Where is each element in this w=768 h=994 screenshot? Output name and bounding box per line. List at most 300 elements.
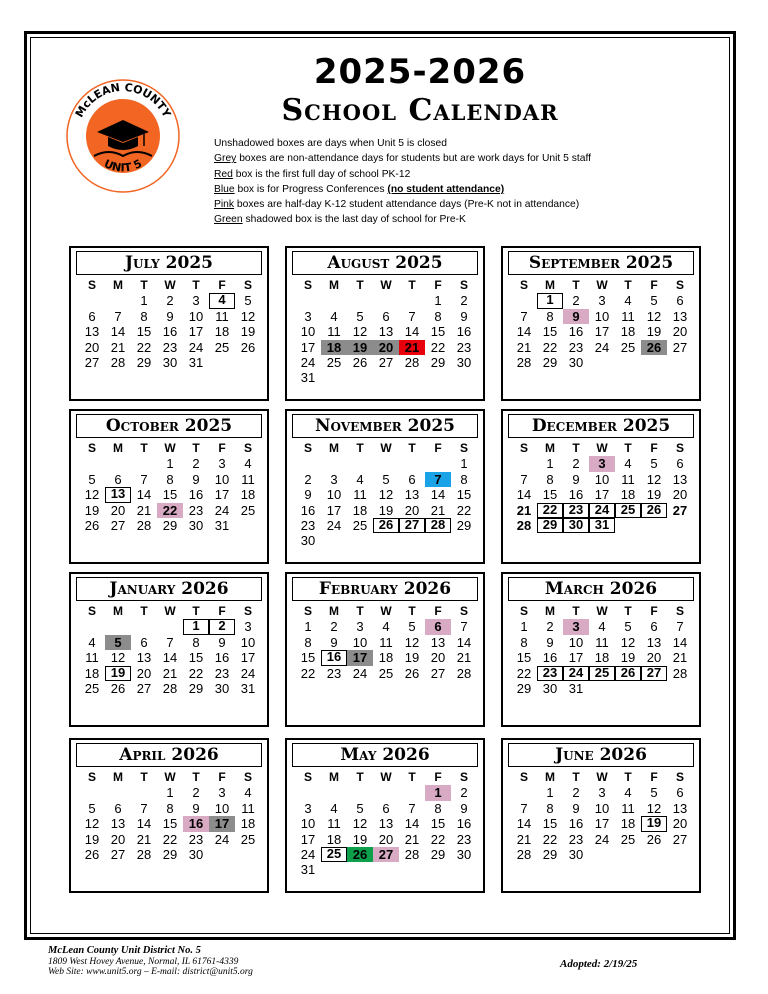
day-cell: 28	[672, 665, 688, 681]
day-cell: 23	[568, 831, 584, 847]
weekday-header	[79, 604, 261, 619]
day-cell: 28	[404, 354, 420, 370]
day-cell: 19	[620, 650, 636, 666]
weekday-label: S	[675, 278, 684, 292]
weekday-label: F	[650, 441, 658, 455]
day-cell: 11	[621, 308, 635, 324]
week-row	[295, 456, 477, 471]
week-row	[511, 847, 693, 862]
week-row	[79, 816, 261, 831]
day-cell: 10	[594, 800, 610, 816]
empty-cell	[105, 785, 131, 800]
day-cell: 14	[404, 324, 420, 340]
weekday-label: F	[218, 278, 226, 292]
day-cell: 25	[326, 354, 342, 370]
day-cell: 19	[105, 666, 131, 681]
empty-cell	[209, 355, 235, 370]
week-row	[511, 681, 693, 696]
day-cell: 19	[646, 324, 662, 340]
day-cell: 4	[88, 634, 96, 650]
day-cell: 16	[162, 324, 178, 340]
day-cell: 30	[568, 846, 584, 862]
day-cell: 2	[460, 293, 468, 309]
day-cell: 7	[408, 308, 416, 324]
empty-cell	[373, 370, 399, 385]
empty-cell	[511, 293, 537, 308]
month-january-2026	[69, 572, 269, 727]
day-cell: 28	[136, 846, 152, 862]
week-row	[511, 456, 693, 471]
weekday-label: W	[380, 278, 392, 292]
day-cell: 7	[676, 619, 684, 635]
empty-cell	[667, 681, 693, 696]
weekday-label: T	[624, 604, 632, 618]
weekday-label: S	[87, 770, 96, 784]
day-cell: 29	[516, 680, 532, 696]
day-cell: 5	[650, 785, 658, 801]
day-cell: 27	[110, 846, 126, 862]
weekday-label: M	[329, 770, 339, 784]
day-cell: 13	[378, 324, 394, 340]
day-cell: 12	[620, 634, 636, 650]
week-row	[79, 681, 261, 696]
week-row	[511, 816, 693, 831]
day-cell: 1	[166, 785, 174, 801]
empty-cell	[235, 518, 261, 533]
weekday-label: S	[87, 278, 96, 292]
day-cell: 1	[434, 293, 442, 309]
day-cell: 8	[546, 800, 554, 816]
weekday-label: M	[545, 604, 555, 618]
day-cell: 15	[542, 324, 558, 340]
day-cell: 14	[162, 650, 178, 666]
day-cell: 24	[240, 665, 256, 681]
day-cell: 16	[188, 487, 204, 503]
day-cell: 25	[615, 503, 641, 518]
weekday-label: T	[140, 770, 148, 784]
day-cell: 11	[379, 634, 393, 650]
day-cell: 8	[460, 471, 468, 487]
weekday-label: T	[572, 278, 580, 292]
day-cell: 22	[430, 339, 446, 355]
day-cell: 18	[620, 324, 636, 340]
empty-cell	[347, 785, 373, 800]
day-cell: 11	[241, 471, 255, 487]
weekday-label: W	[164, 770, 176, 784]
day-cell: 2	[304, 471, 312, 487]
day-cell: 3	[598, 785, 606, 801]
day-cell: 2	[166, 293, 174, 309]
day-cell: 22	[188, 665, 204, 681]
empty-cell	[399, 456, 425, 471]
week-row	[79, 666, 261, 681]
day-cell: 18	[620, 816, 636, 832]
day-cell: 12	[84, 816, 100, 832]
day-cell: 10	[300, 324, 316, 340]
day-cell: 9	[460, 308, 468, 324]
day-cell: 21	[672, 650, 688, 666]
weekday-label: W	[380, 604, 392, 618]
day-cell: 26	[347, 847, 373, 862]
empty-cell	[347, 533, 373, 548]
weekday-label: F	[434, 770, 442, 784]
day-cell: 16	[183, 816, 209, 831]
empty-cell	[235, 355, 261, 370]
week-row	[295, 370, 477, 385]
day-cell: 25	[321, 847, 347, 862]
day-cell: 4	[356, 471, 364, 487]
month-september-2025	[501, 246, 701, 401]
weekday-header	[511, 604, 693, 619]
day-cell: 26	[110, 680, 126, 696]
week-row	[79, 847, 261, 862]
day-cell: 30	[563, 518, 589, 533]
month-july-2025	[69, 246, 269, 401]
week-row	[79, 293, 261, 308]
month-days-grid	[79, 770, 261, 862]
day-cell: 25	[620, 831, 636, 847]
week-row	[79, 785, 261, 800]
day-cell: 3	[563, 619, 589, 634]
day-cell: 11	[215, 308, 229, 324]
empty-cell	[615, 518, 641, 533]
day-cell: 21	[456, 650, 472, 666]
empty-cell	[667, 355, 693, 370]
day-cell: 29	[542, 354, 558, 370]
day-cell: 15	[430, 324, 446, 340]
day-cell: 31	[188, 354, 204, 370]
day-cell: 22	[430, 831, 446, 847]
day-cell: 6	[408, 471, 416, 487]
empty-cell	[321, 293, 347, 308]
day-cell: 9	[218, 634, 226, 650]
weekday-label: S	[303, 278, 312, 292]
day-cell: 7	[114, 308, 122, 324]
weekday-label: F	[434, 604, 442, 618]
empty-cell	[131, 619, 157, 634]
day-cell: 15	[188, 650, 204, 666]
day-cell: 7	[520, 471, 528, 487]
weekday-label: T	[356, 604, 364, 618]
empty-cell	[157, 619, 183, 634]
day-cell: 21	[404, 831, 420, 847]
legend-text: Unshadowed boxes are days when Unit 5 is closed	[214, 138, 447, 149]
district-name: McLean County Unit District No. 5	[48, 945, 201, 956]
empty-cell	[615, 681, 641, 696]
day-cell: 24	[300, 354, 316, 370]
week-row	[79, 832, 261, 847]
day-cell: 30	[456, 846, 472, 862]
day-cell: 1	[183, 619, 209, 634]
empty-cell	[347, 370, 373, 385]
day-cell: 22	[456, 502, 472, 518]
month-title: October 2025	[76, 414, 262, 438]
day-cell: 20	[404, 502, 420, 518]
weekday-header	[79, 770, 261, 785]
week-row	[295, 785, 477, 800]
day-cell: 19	[404, 650, 420, 666]
svg-text:McLEAN COUNTY: McLEAN COUNTY	[72, 80, 174, 120]
empty-cell	[105, 293, 131, 308]
empty-cell	[79, 456, 105, 471]
day-cell: 2	[192, 785, 200, 801]
month-days-grid	[511, 441, 693, 533]
day-cell: 31	[240, 680, 256, 696]
week-row	[295, 862, 477, 877]
day-cell: 3	[304, 308, 312, 324]
day-cell: 1	[140, 293, 148, 309]
day-cell: 21	[136, 502, 152, 518]
day-cell: 12	[646, 800, 662, 816]
day-cell: 12	[84, 487, 100, 503]
day-cell: 14	[136, 487, 152, 503]
weekday-label: T	[140, 441, 148, 455]
week-row	[295, 666, 477, 681]
day-cell: 10	[188, 308, 204, 324]
month-title: May 2026	[292, 743, 478, 767]
day-cell: 12	[352, 324, 368, 340]
day-cell: 26	[646, 831, 662, 847]
day-cell: 23	[214, 665, 230, 681]
day-cell: 29	[430, 846, 446, 862]
empty-cell	[79, 619, 105, 634]
month-title: January 2026	[76, 577, 262, 601]
day-cell: 29	[136, 354, 152, 370]
legend-line	[214, 197, 591, 212]
day-cell: 13	[110, 816, 126, 832]
day-cell: 19	[84, 502, 100, 518]
weekday-label: S	[243, 441, 252, 455]
day-cell: 27	[84, 354, 100, 370]
day-cell: 28	[110, 354, 126, 370]
day-cell: 30	[300, 533, 316, 549]
day-cell: 11	[353, 487, 367, 503]
day-cell: 30	[214, 680, 230, 696]
day-cell: 6	[650, 619, 658, 635]
weekday-label: S	[519, 604, 528, 618]
day-cell: 28	[516, 354, 532, 370]
legend-color-word: Pink	[214, 199, 235, 211]
weekday-label: M	[545, 770, 555, 784]
weekday-header	[511, 278, 693, 293]
day-cell: 16	[456, 324, 472, 340]
empty-cell	[641, 355, 667, 370]
day-cell: 10	[300, 816, 316, 832]
district-logo	[64, 76, 182, 194]
weekday-label: F	[218, 604, 226, 618]
day-cell: 11	[241, 800, 255, 816]
day-cell: 26	[615, 666, 641, 681]
day-cell: 30	[456, 354, 472, 370]
day-cell: 19	[347, 340, 373, 355]
legend-text: shadowed box is the last day of school for Pre-K	[242, 214, 466, 226]
day-cell: 27	[110, 517, 126, 533]
month-october-2025	[69, 409, 269, 564]
weekday-label: S	[519, 770, 528, 784]
day-cell: 4	[624, 293, 632, 309]
month-november-2025	[285, 409, 485, 564]
day-cell: 20	[430, 650, 446, 666]
weekday-label: W	[164, 278, 176, 292]
week-row	[511, 619, 693, 634]
day-cell: 12	[110, 650, 126, 666]
day-cell: 14	[672, 634, 688, 650]
day-cell: 17	[300, 339, 316, 355]
day-cell: 5	[356, 800, 364, 816]
empty-cell	[511, 785, 537, 800]
day-cell: 7	[166, 634, 174, 650]
month-days-grid	[295, 604, 477, 681]
day-cell: 24	[352, 665, 368, 681]
empty-cell	[451, 862, 477, 877]
weekday-label: M	[545, 441, 555, 455]
day-cell: 31	[214, 517, 230, 533]
day-cell: 3	[192, 293, 200, 309]
month-days-grid	[511, 770, 693, 862]
legend-text: box is for Progress Conferences	[234, 183, 388, 195]
weekday-header	[79, 278, 261, 293]
day-cell: 28	[516, 517, 532, 533]
month-title: February 2026	[292, 577, 478, 601]
day-cell: 7	[140, 800, 148, 816]
empty-cell	[589, 355, 615, 370]
day-cell: 29	[542, 846, 558, 862]
day-cell: 13	[672, 800, 688, 816]
day-cell: 20	[378, 831, 394, 847]
day-cell: 28	[136, 517, 152, 533]
day-cell: 27	[399, 518, 425, 533]
day-cell: 16	[568, 816, 584, 832]
weekday-label: F	[650, 278, 658, 292]
day-cell: 5	[382, 471, 390, 487]
month-title: April 2026	[76, 743, 262, 767]
day-cell: 9	[460, 800, 468, 816]
weekday-label: W	[596, 441, 608, 455]
weekday-label: T	[572, 770, 580, 784]
day-cell: 20	[136, 665, 152, 681]
day-cell: 2	[572, 456, 580, 472]
weekday-label: S	[459, 278, 468, 292]
day-cell: 1	[304, 619, 312, 635]
week-row	[511, 650, 693, 665]
day-cell: 18	[240, 487, 256, 503]
empty-cell	[131, 785, 157, 800]
day-cell: 10	[214, 800, 230, 816]
day-cell: 20	[84, 339, 100, 355]
month-february-2026	[285, 572, 485, 727]
month-days-grid	[295, 278, 477, 386]
week-row	[295, 816, 477, 831]
day-cell: 26	[240, 339, 256, 355]
day-cell: 25	[352, 517, 368, 533]
day-cell: 1	[460, 456, 468, 472]
empty-cell	[399, 533, 425, 548]
day-cell: 18	[620, 487, 636, 503]
day-cell: 20	[646, 650, 662, 666]
weekday-label: M	[113, 604, 123, 618]
day-cell: 9	[546, 634, 554, 650]
day-cell: 10	[352, 634, 368, 650]
day-cell: 8	[520, 634, 528, 650]
weekday-label: S	[303, 770, 312, 784]
day-cell: 7	[460, 619, 468, 635]
day-cell: 10	[594, 471, 610, 487]
day-cell: 5	[624, 619, 632, 635]
day-cell: 18	[352, 502, 368, 518]
day-cell: 12	[378, 487, 394, 503]
empty-cell	[451, 370, 477, 385]
day-cell: 18	[240, 816, 256, 832]
district-address: 1809 West Hovey Avenue, Normal, IL 61761-4339	[48, 956, 239, 967]
day-cell: 23	[326, 665, 342, 681]
day-cell: 10	[326, 487, 342, 503]
day-cell: 5	[88, 471, 96, 487]
week-row	[295, 533, 477, 548]
empty-cell	[589, 847, 615, 862]
empty-cell	[373, 456, 399, 471]
day-cell: 28	[404, 846, 420, 862]
week-row	[295, 340, 477, 355]
day-cell: 12	[352, 816, 368, 832]
day-cell: 29	[456, 517, 472, 533]
day-cell: 29	[188, 680, 204, 696]
day-cell: 15	[516, 650, 532, 666]
day-cell: 17	[326, 502, 342, 518]
day-cell: 11	[621, 800, 635, 816]
day-cell: 24	[563, 666, 589, 681]
month-august-2025	[285, 246, 485, 401]
empty-cell	[399, 370, 425, 385]
legend-line	[214, 151, 591, 166]
legend-line	[214, 167, 591, 182]
day-cell: 5	[650, 456, 658, 472]
day-cell: 13	[672, 308, 688, 324]
day-cell: 11	[327, 324, 341, 340]
day-cell: 22	[516, 665, 532, 681]
day-cell: 13	[430, 634, 446, 650]
day-cell: 6	[382, 308, 390, 324]
empty-cell	[105, 619, 131, 634]
day-cell: 7	[140, 471, 148, 487]
day-cell: 15	[300, 650, 316, 666]
day-cell: 5	[650, 293, 658, 309]
day-cell: 23	[162, 339, 178, 355]
day-cell: 4	[244, 785, 252, 801]
day-cell: 12	[646, 308, 662, 324]
weekday-label: S	[243, 604, 252, 618]
empty-cell	[295, 456, 321, 471]
district-contact: Web Site: www.unit5.org – E-mail: district@unit5.org	[48, 967, 253, 977]
weekday-label: T	[140, 278, 148, 292]
week-row	[511, 635, 693, 650]
weekday-label: S	[243, 278, 252, 292]
day-cell: 23	[456, 831, 472, 847]
day-cell: 8	[166, 800, 174, 816]
weekday-label: T	[192, 278, 200, 292]
weekday-label: F	[434, 441, 442, 455]
weekday-header	[511, 441, 693, 456]
weekday-header	[79, 441, 261, 456]
day-cell: 24	[326, 517, 342, 533]
empty-cell	[399, 785, 425, 800]
day-cell: 31	[300, 370, 316, 386]
weekday-label: S	[303, 441, 312, 455]
weekday-label: T	[192, 770, 200, 784]
day-cell: 1	[546, 785, 554, 801]
day-cell: 12	[240, 308, 256, 324]
week-row	[79, 503, 261, 518]
day-cell: 17	[594, 816, 610, 832]
